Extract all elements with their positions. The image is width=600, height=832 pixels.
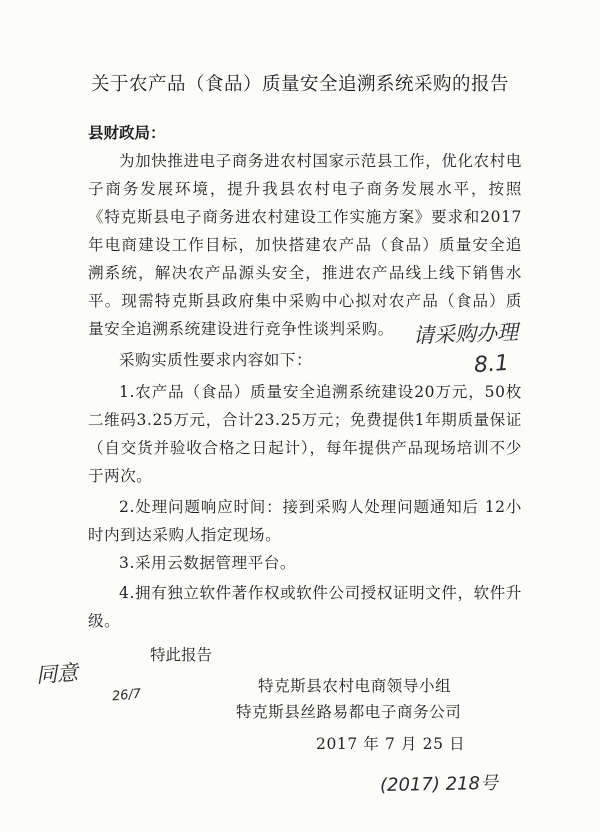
handwritten-reference-number: (2017) 218号 [379,772,499,797]
paragraph-intro: 为加快推进电子商务进农村国家示范县工作，优化农村电子商务发展环境，提升我县农村电子商务发展水平，按照《特克斯县电子商务进农村建设工作实施方案》要求和2017年电商建设工作目标，加快搭建农产品（食品）质量安全追溯系统，解决农产品源头安全，推进农产品线上线下销售水平。现需特克斯县政府集中采购中心拟对农产品（食品）质量安全追溯系统建设进行竞争性谈判采购。 [88,152,522,338]
signatory-2: 特克斯县丝路易都电子商务公司 [236,703,462,721]
salutation: 县财政局： [88,123,166,142]
paragraph-item-1: 1.农产品（食品）质量安全追溯系统建设20万元，50枚二维码3.25万元，合计23.25万元；免费提供1年期质量保证（自交货并验收合格之日起计），每年提供产品现场培训不少于两次。 [88,383,522,485]
paragraph-requirements-heading: 采购实质性要求内容如下： [119,351,313,369]
document-title: 关于农产品（食品）质量安全追溯系统采购的报告 [90,74,509,95]
signatory-1: 特克斯县农村电商领导小组 [258,677,452,695]
handwritten-note-top: 请采购办理 [412,320,519,348]
handwritten-approval: 同意 [35,660,79,688]
paragraph-item-3: 3.采用云数据管理平台。 [119,554,296,572]
handwritten-signature-date: 8.1 [473,350,510,379]
document-date: 2017 年 7 月 25 日 [316,735,466,753]
handwritten-approval-date: 26/7 [111,686,142,705]
paragraph-item-4: 4.拥有独立软件著作权或软件公司授权证明文件，软件升级。 [88,584,522,630]
paragraph-item-2: 2.处理问题响应时间：接到采购人处理问题通知后 12小时内到达采购人指定现场。 [88,498,522,544]
closing-text: 特此报告 [150,646,213,664]
